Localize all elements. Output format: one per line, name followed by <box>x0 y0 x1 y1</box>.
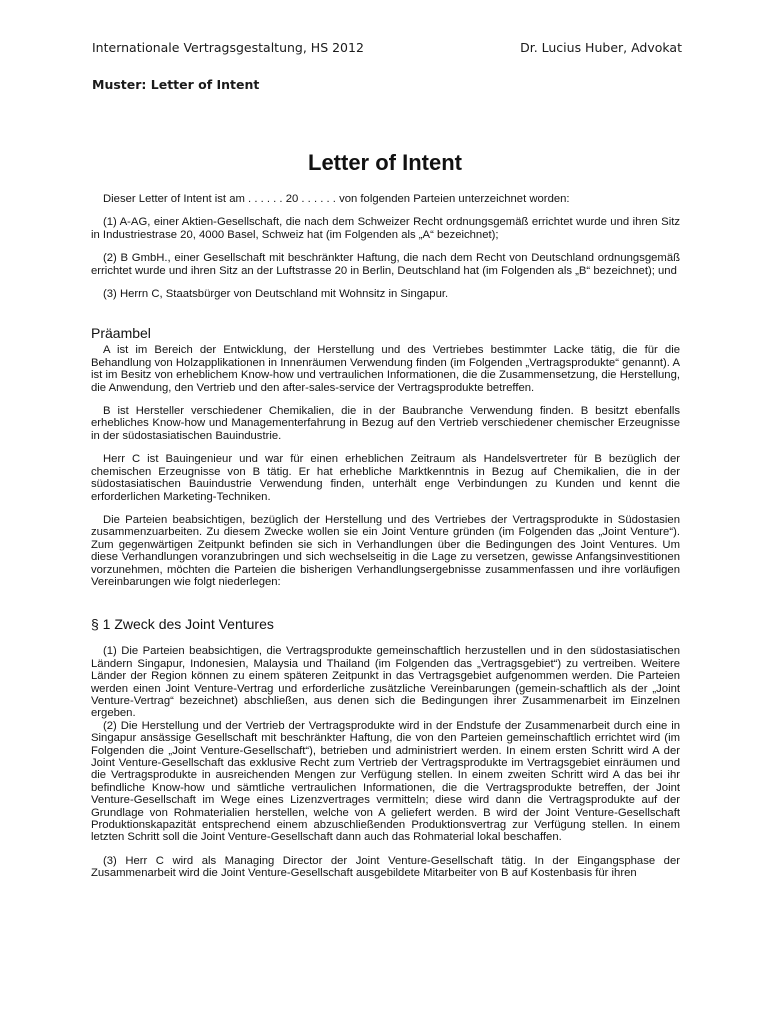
intro-paragraph: Dieser Letter of Intent ist am . . . . . . 20 . . . . . . von folgenden Parteien unterzeichnet worden: <box>103 193 570 205</box>
preamble-paragraph-1: A ist im Bereich der Entwicklung, der Herstellung und des Vertriebes bestimmter Lacke tätig, die für die Behandlung von Holzapplikationen in Innenräumen Verwendung finden (im Folgenden „Vertragsprodukte“ genannt). A ist im Besitz von erheblichem Know-how und vertraulichen Informationen, die die Zusammensetzung, die Herstellung, die Anwendung, den Vertrieb und den after-sales-service der Vertragsprodukte betreffen. <box>91 344 680 394</box>
document-body <box>91 193 680 891</box>
header-author: Dr. Lucius Huber, Advokat <box>520 40 682 55</box>
preamble-paragraph-2: B ist Hersteller verschiedener Chemikalien, die in der Baubranche Verwendung finden. B besitzt ebenfalls erhebliches Know-how und Managementerfahrung in Bezug auf den Vertrieb verschiedener chemischer Erzeugnisse in der südostasiatischen Bauindustrie. <box>91 405 680 442</box>
document-title: Letter of Intent <box>308 150 462 175</box>
page-header <box>92 40 682 60</box>
party-1: (1) A-AG, einer Aktien-Gesellschaft, die nach dem Schweizer Recht ordnungsgemäß errichtet wurde und ihren Sitz in Industriestrase 20, 4000 Basel, Schweiz hat (im Folgenden als „A“ bezeichnet); <box>91 216 680 241</box>
preamble-paragraph-4: Die Parteien beabsichtigen, bezüglich der Herstellung und des Vertriebes der Vertragsprodukte in Südostasien zusammenzuarbeiten. Zu diesem Zwecke wollen sie ein Joint Venture gründen (im Folgenden das „Joint Venture“). Zum gegenwärtigen Zeitpunkt befinden sie sich in Verhandlungen über die Bedingungen des Joint Ventures. Um diese Verhandlungen voranzubringen und sich wechselseitig in die Lage zu versetzen, gewisse Anfangsinvestitionen vorzunehmen, möchten die Parteien die bisherigen Verhandlungsergebnisse zusammenfassen und ihre vorläufigen Vereinbarungen wie folgt niederlegen: <box>91 513 680 588</box>
document-subheading: Muster: Letter of Intent <box>92 77 260 92</box>
section-1-paragraph-1: (1) Die Parteien beabsichtigen, die Vertragsprodukte gemeinschaftlich herzustellen und in den südostasiatischen Ländern Singapur, Indonesien, Malaysia und Thailand (im Folgenden das „Vertragsgebiet“) zu vertreiben. Weitere Länder der Region können zu einem späteren Zeitpunkt in das Vertragsgebiet aufgenommen werden. Die Parteien werden einen Joint Venture-Vertrag und erforderliche zusätzliche Vereinbarungen (gemein-schaftlich als der „Joint Venture-Vertrag“ bezeichnet) abschließen, aus denen sich die Bedingungen ihrer Zusammenarbeit im Einzelnen ergeben. <box>91 645 680 720</box>
preamble-heading: Präambel <box>91 325 151 342</box>
section-1-paragraph-2: (2) Die Herstellung und der Vertrieb der Vertragsprodukte wird in der Endstufe der Zusammenarbeit durch eine in Singapur ansässige Gesellschaft mit beschränkter Haftung, die von den Parteien gemeinschaftlich errichtet wird (im Folgenden die „Joint Venture-Gesellschaft“), betrieben und administriert werden. In einem ersten Schritt wird A der Joint Venture-Gesellschaft das exklusive Recht zum Vertrieb der Vertragsprodukte im Vertragsgebiet einräumen und die Vertragsprodukte in ausreichenden Mengen zur Verfügung stellen. In einem zweiten Schritt wird A das bei ihr befindliche Know-how und sämtliche vertraulichen Informationen, die die Vertragsprodukte betreffen, der Joint Venture-Gesellschaft im Wege eines Lizenzvertrages vermitteln; diese wird dann die Vertragsprodukte auf der Grundlage von Rohmaterialien herstellen, welche von A geliefert werden. B wird der Joint Venture-Gesellschaft Produktionskapazität entsprechend einem abzuschließenden Produktionsvertrag zur Verfügung stellen. In einem letzten Schritt soll die Joint Venture-Gesellschaft dann auch das Rohmaterial lokal beschaffen. <box>91 719 680 844</box>
party-2: (2) B GmbH., einer Gesellschaft mit beschränkter Haftung, die nach dem Recht von Deutschland ordnungsgemäß errichtet wurde und ihren Sitz an der Luftstrasse 20 in Berlin, Deutschland hat (im Folgenden als „B“ bezeichnet); und <box>91 252 680 277</box>
section-1-heading: § 1 Zweck des Joint Ventures <box>91 616 274 633</box>
party-3: (3) Herrn C, Staatsbürger von Deutschland mit Wohnsitz in Singapur. <box>103 288 449 301</box>
section-1-paragraph-3: (3) Herr C wird als Managing Director der Joint Venture-Gesellschaft tätig. In der Eingangsphase der Zusammenarbeit wird die Joint Venture-Gesellschaft ausgebildete Mitarbeiter von B auf Kostenbasis für ihren <box>91 854 680 880</box>
header-course-title: Internationale Vertragsgestaltung, HS 2012 <box>92 40 364 55</box>
preamble-paragraph-3: Herr C ist Bauingenieur und war für einen erheblichen Zeitraum als Handelsvertreter für B bezüglich der chemischen Erzeugnisse von B tätig. Er hat erhebliche Marktkenntnis in Bezug auf Chemikalien, die in der südostasiatischen Bauindustrie Verwendung finden, unterhält enge Verbindungen zu Kunden und kennt die erforderlichen Marketing-Techniken. <box>91 453 680 503</box>
